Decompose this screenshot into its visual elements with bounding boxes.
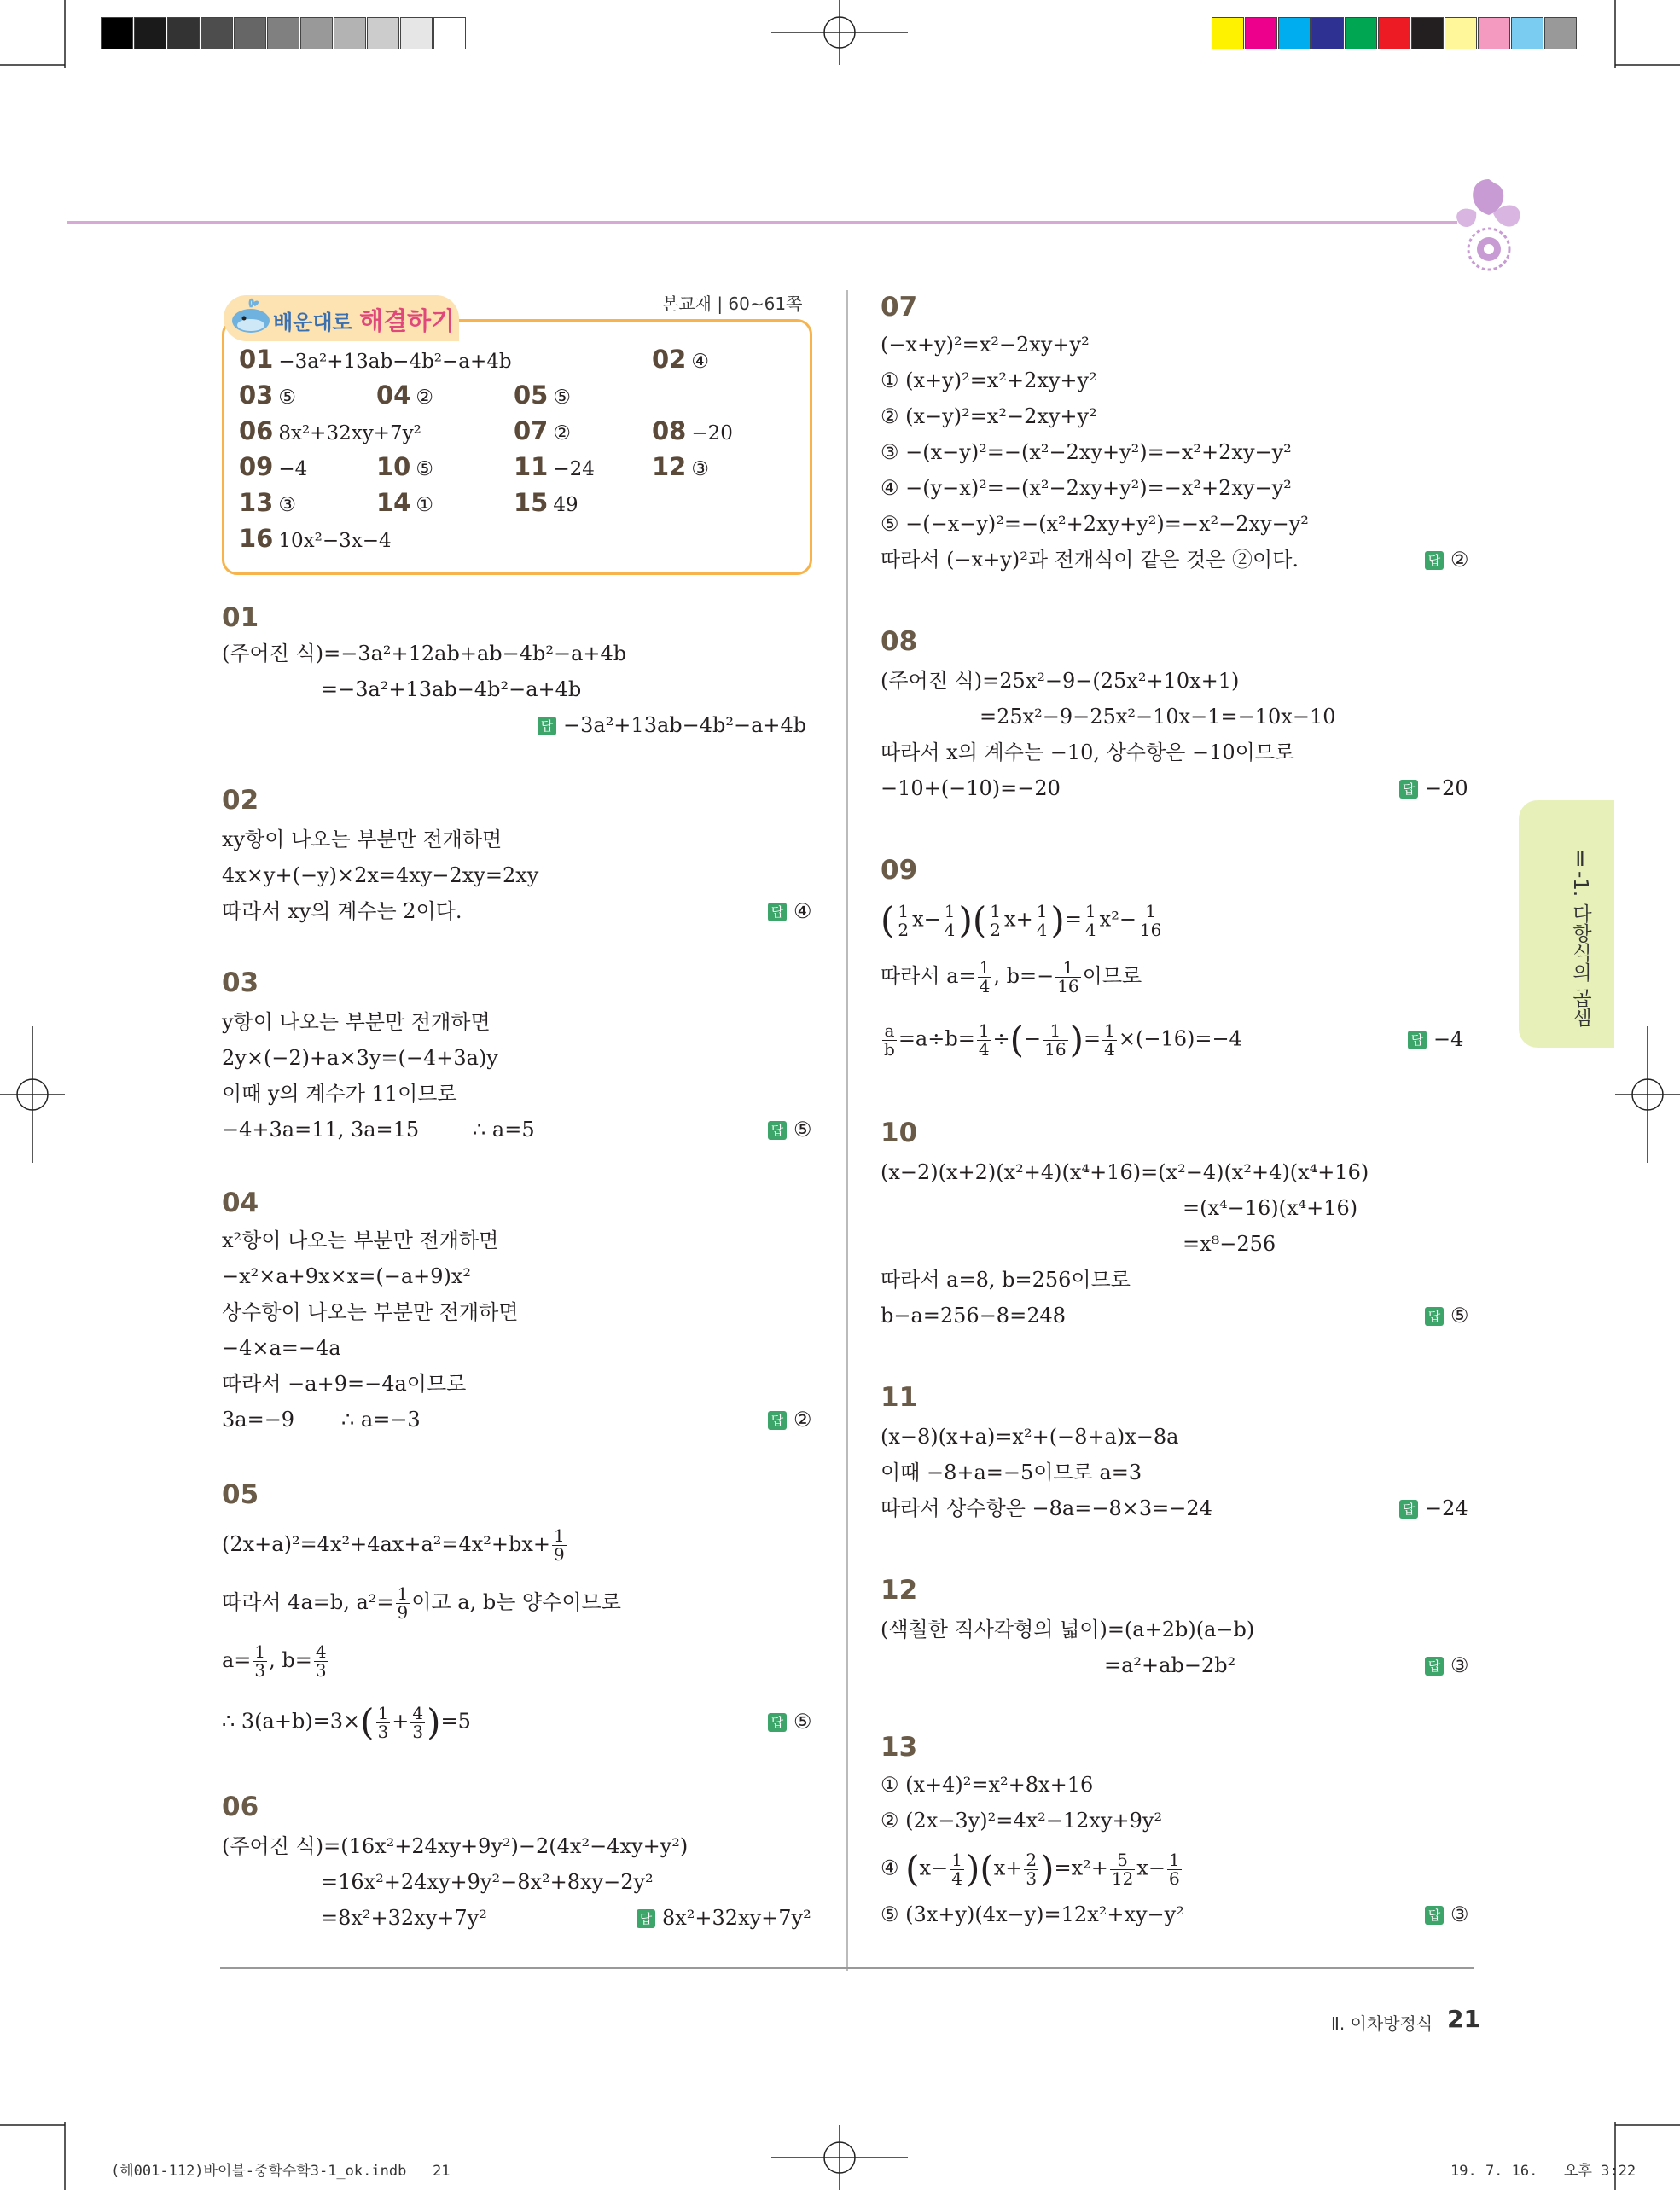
solution-line: =a²+ab−2b² bbox=[1104, 1653, 1236, 1677]
solution-number: 01 bbox=[222, 602, 259, 633]
answer-number: 01 bbox=[239, 345, 274, 374]
fraction bbox=[1024, 1851, 1038, 1888]
answer-badge: 답 bbox=[1408, 1031, 1427, 1049]
solution-line: =16x²+24xy+9y²−8x²+8xy−2y² bbox=[321, 1870, 654, 1894]
textbook-reference: 본교재 | 60∼61쪽 bbox=[662, 293, 803, 314]
solution-line: (주어진 식)=−3a²+12ab+ab−4b²−a+4b bbox=[222, 642, 627, 665]
denominator: 12 bbox=[1111, 1868, 1134, 1889]
answer-number: 03 bbox=[239, 380, 274, 410]
numerator: 4 bbox=[412, 1702, 424, 1723]
fraction bbox=[950, 1851, 964, 1888]
denominator: 3 bbox=[377, 1721, 389, 1742]
solution-answer bbox=[1425, 1304, 1469, 1327]
denominator: 2 bbox=[898, 919, 910, 940]
solution-line: ∴ 3(a+b)=3×( $\frac{1}{3}$ + $\frac{4}{3}$ )=5 bbox=[222, 1701, 471, 1743]
expr: (2x+a)²=4x²+4ax+a²=4x²+bx+ bbox=[222, 1532, 551, 1556]
solution-line: ( $\frac{1}{2}$ x− $\frac{1}{4}$ )( $\frac{1}{2}$ x+ $\frac{1}{4}$ )= $\frac{1}{4}$ x²− $\frac{1}{16}$ bbox=[881, 899, 1162, 941]
answer-number: 07 bbox=[514, 416, 549, 445]
answer-text: ③ bbox=[1450, 1902, 1469, 1926]
fraction bbox=[882, 1019, 897, 1060]
expr: ×(−16)=−4 bbox=[1118, 1026, 1242, 1051]
denominator: 16 bbox=[1044, 1038, 1067, 1060]
answer-text: −20 bbox=[1425, 776, 1468, 800]
answer-text: ⑤ bbox=[1450, 1304, 1469, 1327]
answer-value: −4 bbox=[278, 458, 308, 480]
solution-answer bbox=[637, 1906, 811, 1930]
solution-line: −10+(−10)=−20 bbox=[881, 776, 1061, 800]
solution-number: 13 bbox=[881, 1732, 918, 1763]
footer-chapter: Ⅱ. 이차방정식 bbox=[1331, 2013, 1433, 2034]
answer-value: ⑤ bbox=[416, 458, 433, 480]
expr: =x²+ bbox=[1054, 1856, 1108, 1880]
solution-line: (색칠한 직사각형의 넓이)=(a+2b)(a−b) bbox=[881, 1618, 1255, 1641]
answer-value: ④ bbox=[691, 351, 709, 373]
box-title-part-b: 해결하기 bbox=[359, 306, 456, 335]
solution-line: 3a=−9 bbox=[222, 1408, 295, 1432]
expr: a= bbox=[222, 1648, 252, 1672]
solution-number: 08 bbox=[881, 626, 918, 657]
solution-number: 10 bbox=[881, 1118, 918, 1148]
solution-line: ① (x+4)²=x²+8x+16 bbox=[881, 1773, 1094, 1797]
solution-answer bbox=[538, 713, 806, 737]
denominator: 16 bbox=[1139, 919, 1162, 940]
page-number: 21 bbox=[1447, 2005, 1480, 2033]
fraction bbox=[1055, 959, 1080, 996]
solution-answer bbox=[1399, 1496, 1468, 1520]
solution-line: 2y×(−2)+a×3y=(−4+3a)y bbox=[222, 1046, 498, 1070]
denominator: 2 bbox=[990, 919, 1002, 940]
denominator: 4 bbox=[978, 1038, 990, 1060]
header-rule bbox=[67, 221, 1457, 224]
denominator: 3 bbox=[254, 1660, 266, 1681]
expr: ④ bbox=[881, 1856, 906, 1880]
numerator: 1 bbox=[1055, 959, 1080, 978]
answer-02 bbox=[652, 345, 709, 374]
answer-08 bbox=[652, 416, 733, 445]
denominator: 6 bbox=[1168, 1868, 1180, 1889]
solution-answer bbox=[768, 1710, 812, 1734]
solution-line: (주어진 식)=(16x²+24xy+9y²)−2(4x²−4xy+y²) bbox=[222, 1834, 689, 1858]
expr: , b= bbox=[269, 1648, 312, 1672]
column-divider bbox=[846, 290, 848, 1971]
fraction bbox=[376, 1702, 391, 1742]
answer-value: −3a²+13ab−4b²−a+4b bbox=[278, 351, 512, 373]
expr: + bbox=[392, 1709, 410, 1734]
answer-16 bbox=[239, 524, 392, 553]
solution-line bbox=[222, 1643, 330, 1680]
solution-line: ⑤ −(−x−y)²=−(x²+2xy+y²)=−x²−2xy−y² bbox=[881, 512, 1309, 536]
solution-line bbox=[222, 1585, 621, 1622]
fraction bbox=[1035, 900, 1049, 940]
solution-line: (−x+y)²=x²−2xy+y² bbox=[881, 333, 1090, 357]
answer-03 bbox=[239, 380, 296, 410]
numerator: 5 bbox=[1110, 1851, 1135, 1870]
fraction bbox=[253, 1643, 267, 1680]
answer-number: 02 bbox=[652, 345, 687, 374]
solution-line: 4x×y+(−y)×2x=4xy−2xy=2xy bbox=[222, 863, 539, 887]
solution-number: 07 bbox=[881, 292, 918, 322]
denominator: 4 bbox=[979, 976, 991, 996]
answer-badge: 답 bbox=[538, 717, 556, 735]
expr: = bbox=[1084, 1026, 1102, 1051]
solution-line: (x−8)(x+a)=x²+(−8+a)x−8a bbox=[881, 1425, 1179, 1449]
answer-number: 09 bbox=[239, 452, 274, 481]
answer-text: 8x²+32xy+7y² bbox=[662, 1906, 811, 1930]
numerator: 1 bbox=[1084, 900, 1096, 921]
answer-text: ⑤ bbox=[793, 1710, 812, 1734]
answer-value: ⑤ bbox=[278, 386, 296, 409]
answer-number: 16 bbox=[239, 524, 274, 553]
solution-line: 이때 −8+a=−5이므로 a=3 bbox=[881, 1461, 1142, 1484]
fraction bbox=[1102, 1019, 1117, 1060]
answer-badge: 답 bbox=[1425, 1307, 1444, 1326]
solution-line: 따라서 상수항은 −8a=−8×3=−24 bbox=[881, 1496, 1212, 1520]
denominator: 3 bbox=[412, 1721, 424, 1742]
numerator: 1 bbox=[944, 900, 956, 921]
solution-number: 11 bbox=[881, 1382, 918, 1413]
fraction bbox=[314, 1643, 328, 1680]
solution-answer bbox=[1425, 548, 1469, 572]
solution-line: ② (x−y)²=x²−2xy+y² bbox=[881, 404, 1097, 428]
numerator: 1 bbox=[898, 900, 910, 921]
answer-05 bbox=[514, 380, 571, 410]
answer-number: 06 bbox=[239, 416, 274, 445]
solution-line: ③ −(x−y)²=−(x²−2xy+y²)=−x²+2xy−y² bbox=[881, 440, 1292, 464]
answer-badge: 답 bbox=[1399, 1500, 1418, 1519]
solution-line: −4×a=−4a bbox=[222, 1336, 341, 1360]
solution-line: 따라서 x의 계수는 −10, 상수항은 −10이므로 bbox=[881, 741, 1295, 764]
flower-ornament-icon bbox=[1442, 162, 1527, 273]
solution-line: =−3a²+13ab−4b²−a+4b bbox=[321, 677, 582, 701]
answer-badge: 답 bbox=[637, 1909, 655, 1928]
answer-text: ③ bbox=[1450, 1653, 1469, 1677]
solution-line: 따라서 a=8, b=256이므로 bbox=[881, 1268, 1131, 1292]
answer-text: −3a²+13ab−4b²−a+4b bbox=[563, 713, 807, 737]
answer-15 bbox=[514, 488, 578, 517]
answer-text: ② bbox=[1450, 548, 1469, 572]
denominator: 3 bbox=[1026, 1868, 1038, 1889]
denominator: 9 bbox=[554, 1544, 565, 1565]
solution-line: ④ (x− $\frac{1}{4}$ )(x+ $\frac{2}{3}$ )=x²+ $\frac{5}{12}$ x− $\frac{1}{6}$ bbox=[881, 1848, 1180, 1890]
solution-line: 따라서 −a+9=−4a이므로 bbox=[222, 1372, 467, 1396]
expr: ∴ 3(a+b)=3× bbox=[222, 1709, 361, 1734]
answer-badge: 답 bbox=[768, 1411, 787, 1430]
numerator: 1 bbox=[254, 1641, 266, 1662]
expr: =a÷b= bbox=[898, 1026, 975, 1051]
solution-line: −4+3a=11, 3a=15 bbox=[222, 1118, 420, 1141]
solution-number: 12 bbox=[881, 1575, 918, 1606]
answer-09 bbox=[239, 452, 307, 481]
answer-badge: 답 bbox=[1425, 1906, 1444, 1925]
solution-answer bbox=[768, 1118, 812, 1141]
expr: 이므로 bbox=[1082, 964, 1142, 988]
solution-line: b−a=256−8=248 bbox=[881, 1304, 1066, 1327]
solution-line bbox=[881, 959, 1142, 996]
answer-number: 13 bbox=[239, 488, 274, 517]
answer-number: 05 bbox=[514, 380, 549, 410]
answer-number: 15 bbox=[514, 488, 549, 517]
answer-number: 08 bbox=[652, 416, 687, 445]
numerator: 1 bbox=[1036, 900, 1048, 921]
numerator: 1 bbox=[951, 1849, 962, 1870]
answer-number: 11 bbox=[514, 452, 549, 481]
solution-line: (주어진 식)=25x²−9−(25x²+10x+1) bbox=[881, 669, 1240, 693]
answer-10 bbox=[376, 452, 433, 481]
answer-number: 10 bbox=[376, 452, 411, 481]
denominator: 4 bbox=[1084, 919, 1096, 940]
answer-value: ① bbox=[416, 494, 433, 516]
answer-text: ④ bbox=[793, 899, 812, 923]
answer-07 bbox=[514, 416, 571, 445]
answer-value: ⑤ bbox=[553, 386, 571, 409]
solution-answer bbox=[768, 899, 812, 923]
numerator: 1 bbox=[377, 1702, 389, 1723]
answer-badge: 답 bbox=[768, 1121, 787, 1140]
answer-badge: 답 bbox=[1425, 551, 1444, 570]
fraction bbox=[410, 1702, 425, 1742]
solution-line: −x²×a+9x×x=(−a+9)x² bbox=[222, 1264, 472, 1288]
answer-text: −24 bbox=[1425, 1496, 1468, 1520]
numerator: 1 bbox=[1138, 903, 1163, 921]
fraction bbox=[896, 900, 910, 940]
solution-line: =(x⁴−16)(x⁴+16) bbox=[1183, 1196, 1358, 1220]
answer-value: ③ bbox=[691, 458, 709, 480]
solution-line: xy항이 나오는 부분만 전개하면 bbox=[222, 828, 503, 851]
solution-line: ① (x+y)²=x²+2xy+y² bbox=[881, 369, 1097, 392]
answer-badge: 답 bbox=[768, 1713, 787, 1732]
solution-line: ∴ a=5 bbox=[473, 1118, 535, 1141]
solution-line: x²항이 나오는 부분만 전개하면 bbox=[222, 1229, 499, 1252]
fraction bbox=[552, 1527, 567, 1564]
answer-12 bbox=[652, 452, 709, 481]
fraction bbox=[1138, 900, 1163, 940]
answer-11 bbox=[514, 452, 595, 481]
answer-13 bbox=[239, 488, 296, 517]
numerator: 1 bbox=[554, 1525, 565, 1546]
solution-answer bbox=[1425, 1653, 1469, 1677]
answer-value: ③ bbox=[278, 494, 296, 516]
answer-text: ⑤ bbox=[793, 1118, 812, 1141]
solution-line: $\frac{a}{b}$ =a÷b= $\frac{1}{4}$ ÷(− $\frac{1}{16}$ )= $\frac{1}{4}$ ×(−16)=−4 bbox=[884, 1019, 1242, 1060]
solution-number: 06 bbox=[222, 1792, 259, 1822]
solution-answer bbox=[1408, 1027, 1463, 1051]
expr: 따라서 4a=b, a²= bbox=[222, 1590, 394, 1614]
expr: x− bbox=[919, 1856, 949, 1880]
fraction bbox=[396, 1585, 410, 1622]
expr: 이고 a, b는 양수이므로 bbox=[411, 1590, 621, 1614]
solution-number: 03 bbox=[222, 967, 259, 998]
fraction bbox=[1084, 900, 1098, 940]
answer-value: 49 bbox=[553, 494, 578, 516]
answer-text: −4 bbox=[1433, 1027, 1464, 1051]
solution-line: ⑤ (3x+y)(4x−y)=12x²+xy−y² bbox=[881, 1902, 1184, 1926]
numerator: 4 bbox=[315, 1641, 327, 1662]
box-title-part-a: 배운대로 bbox=[273, 311, 360, 334]
numerator: a bbox=[882, 1022, 897, 1041]
solution-number: 09 bbox=[881, 855, 918, 886]
solution-line: ∴ a=−3 bbox=[341, 1408, 421, 1432]
denominator: 4 bbox=[1036, 919, 1048, 940]
expr: , b=− bbox=[993, 964, 1055, 988]
answer-06 bbox=[239, 416, 421, 445]
solution-number: 04 bbox=[222, 1188, 259, 1218]
chapter-side-tab-label: Ⅱ-1. 다항식의 곱셈 bbox=[1569, 849, 1591, 1027]
fraction bbox=[943, 900, 957, 940]
footer-rule bbox=[220, 1967, 1474, 1969]
fraction bbox=[988, 900, 1003, 940]
solution-line: ② (2x−3y)²=4x²−12xy+9y² bbox=[881, 1809, 1163, 1833]
answer-04 bbox=[376, 380, 433, 410]
answer-badge: 답 bbox=[1399, 780, 1418, 799]
answer-value: ② bbox=[416, 386, 433, 409]
footer-print-date: 19. 7. 16. 오후 3:22 bbox=[1450, 2163, 1636, 2180]
solution-line: y항이 나오는 부분만 전개하면 bbox=[222, 1010, 491, 1034]
expr: 따라서 a= bbox=[881, 964, 976, 988]
solution-answer bbox=[1425, 1902, 1469, 1926]
solution-line: 따라서 (−x+y)²과 전개식이 같은 것은 ②이다. bbox=[881, 548, 1299, 572]
fraction bbox=[977, 1019, 991, 1060]
box-title bbox=[273, 302, 455, 337]
fraction bbox=[1043, 1019, 1067, 1060]
numerator: 2 bbox=[1026, 1849, 1038, 1870]
solution-line: 이때 y의 계수가 11이므로 bbox=[222, 1082, 457, 1106]
numerator: 1 bbox=[1104, 1019, 1115, 1041]
expr: x− bbox=[1136, 1856, 1166, 1880]
numerator: 1 bbox=[979, 957, 991, 978]
expr: = bbox=[1064, 907, 1082, 932]
expr: x− bbox=[912, 907, 941, 932]
numerator: 1 bbox=[978, 1019, 990, 1041]
solution-line: =x⁸−256 bbox=[1183, 1232, 1276, 1256]
answer-badge: 답 bbox=[768, 903, 787, 921]
solution-line: 상수항이 나오는 부분만 전개하면 bbox=[222, 1300, 519, 1324]
solution-line: 따라서 xy의 계수는 2이다. bbox=[222, 899, 462, 923]
numerator: 1 bbox=[1043, 1022, 1067, 1041]
solution-line bbox=[222, 1527, 568, 1564]
answer-01 bbox=[239, 345, 512, 374]
footer-file-name: (해001-112)바이블-중학수학3-1_ok.indb 21 bbox=[111, 2163, 451, 2180]
answer-value: 10x²−3x−4 bbox=[278, 530, 392, 552]
answer-number: 04 bbox=[376, 380, 411, 410]
fraction bbox=[1167, 1851, 1182, 1888]
answer-number: 14 bbox=[376, 488, 411, 517]
denominator: b bbox=[884, 1038, 895, 1060]
solution-line: =8x²+32xy+7y² bbox=[321, 1906, 487, 1930]
fraction bbox=[978, 959, 992, 996]
solution-line: ④ −(y−x)²=−(x²−2xy+y²)=−x²+2xy−y² bbox=[881, 476, 1292, 500]
expr: − bbox=[1024, 1026, 1042, 1051]
denominator: 9 bbox=[397, 1602, 409, 1623]
denominator: 4 bbox=[1104, 1038, 1115, 1060]
solution-number: 05 bbox=[222, 1479, 259, 1510]
numerator: 1 bbox=[1168, 1849, 1180, 1870]
solution-line: (x−2)(x+2)(x²+4)(x⁴+16)=(x²−4)(x²+4)(x⁴+16) bbox=[881, 1160, 1369, 1184]
solution-answer bbox=[768, 1408, 812, 1432]
fraction bbox=[1110, 1851, 1135, 1888]
denominator: 16 bbox=[1057, 976, 1079, 996]
answer-value: −24 bbox=[553, 458, 595, 480]
expr: x+ bbox=[993, 1856, 1023, 1880]
answer-badge: 답 bbox=[1425, 1657, 1444, 1676]
expr: x+ bbox=[1004, 907, 1033, 932]
solution-answer bbox=[1399, 776, 1468, 800]
numerator: 1 bbox=[397, 1583, 409, 1604]
expr: ÷ bbox=[992, 1026, 1010, 1051]
expr: x²− bbox=[1099, 907, 1136, 932]
answer-number: 12 bbox=[652, 452, 687, 481]
answer-value: 8x²+32xy+7y² bbox=[278, 422, 421, 444]
solution-line: =25x²−9−25x²−10x−1=−10x−10 bbox=[980, 705, 1336, 729]
denominator: 4 bbox=[951, 1868, 962, 1889]
expr: =5 bbox=[440, 1709, 471, 1734]
answer-text: ② bbox=[793, 1408, 812, 1432]
numerator: 1 bbox=[990, 900, 1002, 921]
answer-value: −20 bbox=[691, 422, 733, 444]
answer-value: ② bbox=[553, 422, 571, 444]
answer-14 bbox=[376, 488, 433, 517]
whale-icon bbox=[229, 295, 273, 336]
solution-number: 02 bbox=[222, 785, 259, 816]
denominator: 4 bbox=[944, 919, 956, 940]
denominator: 3 bbox=[315, 1660, 327, 1681]
